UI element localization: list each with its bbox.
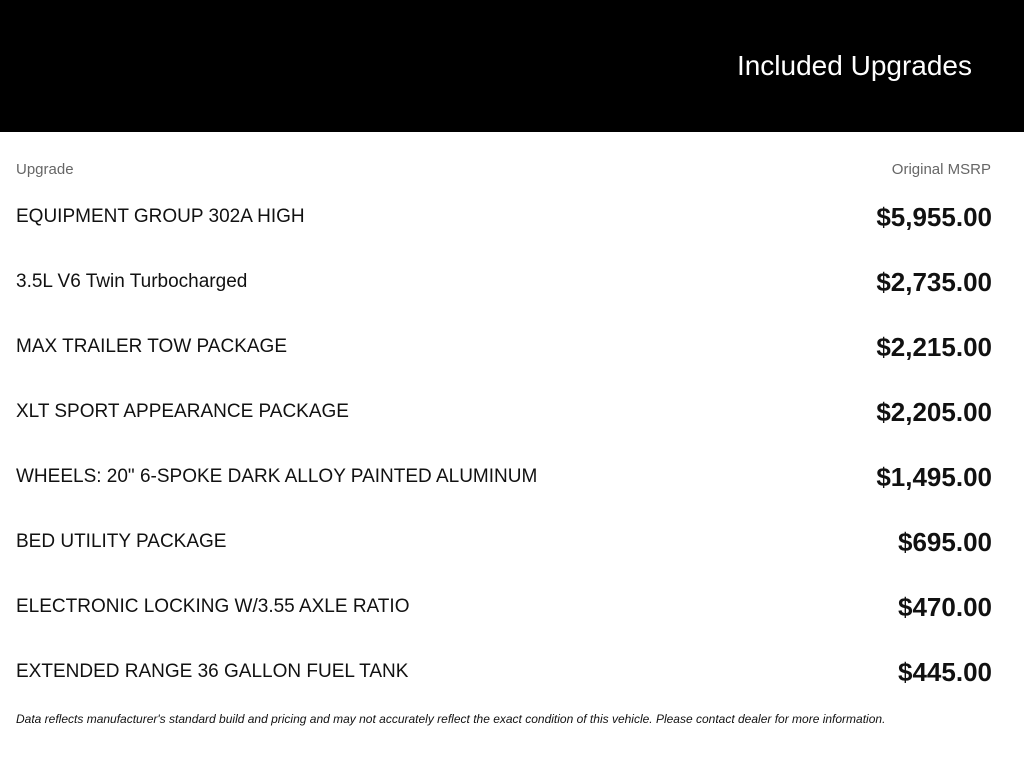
upgrade-price: $5,955.00 [876, 202, 992, 232]
list-item [0, 510, 1024, 575]
upgrade-price: $445.00 [898, 657, 992, 687]
upgrade-price: $2,215.00 [876, 332, 992, 362]
upgrade-name: WHEELS: 20" 6-SPOKE DARK ALLOY PAINTED ALUMINUM [16, 466, 538, 487]
upgrade-list [0, 185, 1024, 705]
upgrade-name: EXTENDED RANGE 36 GALLON FUEL TANK [16, 661, 409, 682]
upgrade-price: $695.00 [898, 527, 992, 557]
list-item [0, 575, 1024, 640]
upgrade-price: $2,735.00 [876, 267, 992, 297]
list-item [0, 640, 1024, 705]
list-item [0, 250, 1024, 315]
list-item [0, 315, 1024, 380]
disclaimer-text: Data reflects manufacturer's standard build and pricing and may not accurately reflect the exact condition of this vehicle. Please contact dealer for more information. [16, 712, 886, 726]
column-header-upgrade: Upgrade [16, 161, 74, 178]
upgrade-price: $2,205.00 [876, 397, 992, 427]
upgrade-price: $470.00 [898, 592, 992, 622]
list-item [0, 380, 1024, 445]
column-header-msrp: Original MSRP [891, 161, 991, 178]
upgrade-name: MAX TRAILER TOW PACKAGE [16, 336, 287, 357]
upgrade-name: BED UTILITY PACKAGE [16, 531, 227, 552]
header-bar [0, 0, 1024, 132]
upgrade-name: ELECTRONIC LOCKING W/3.55 AXLE RATIO [16, 596, 410, 617]
upgrade-name: EQUIPMENT GROUP 302A HIGH [16, 206, 305, 227]
page-title: Included Upgrades [736, 50, 972, 81]
upgrade-price: $1,495.00 [876, 462, 992, 492]
upgrade-name: 3.5L V6 Twin Turbocharged [16, 271, 248, 292]
upgrade-name: XLT SPORT APPEARANCE PACKAGE [16, 401, 349, 422]
list-item [0, 445, 1024, 510]
list-item [0, 185, 1024, 250]
